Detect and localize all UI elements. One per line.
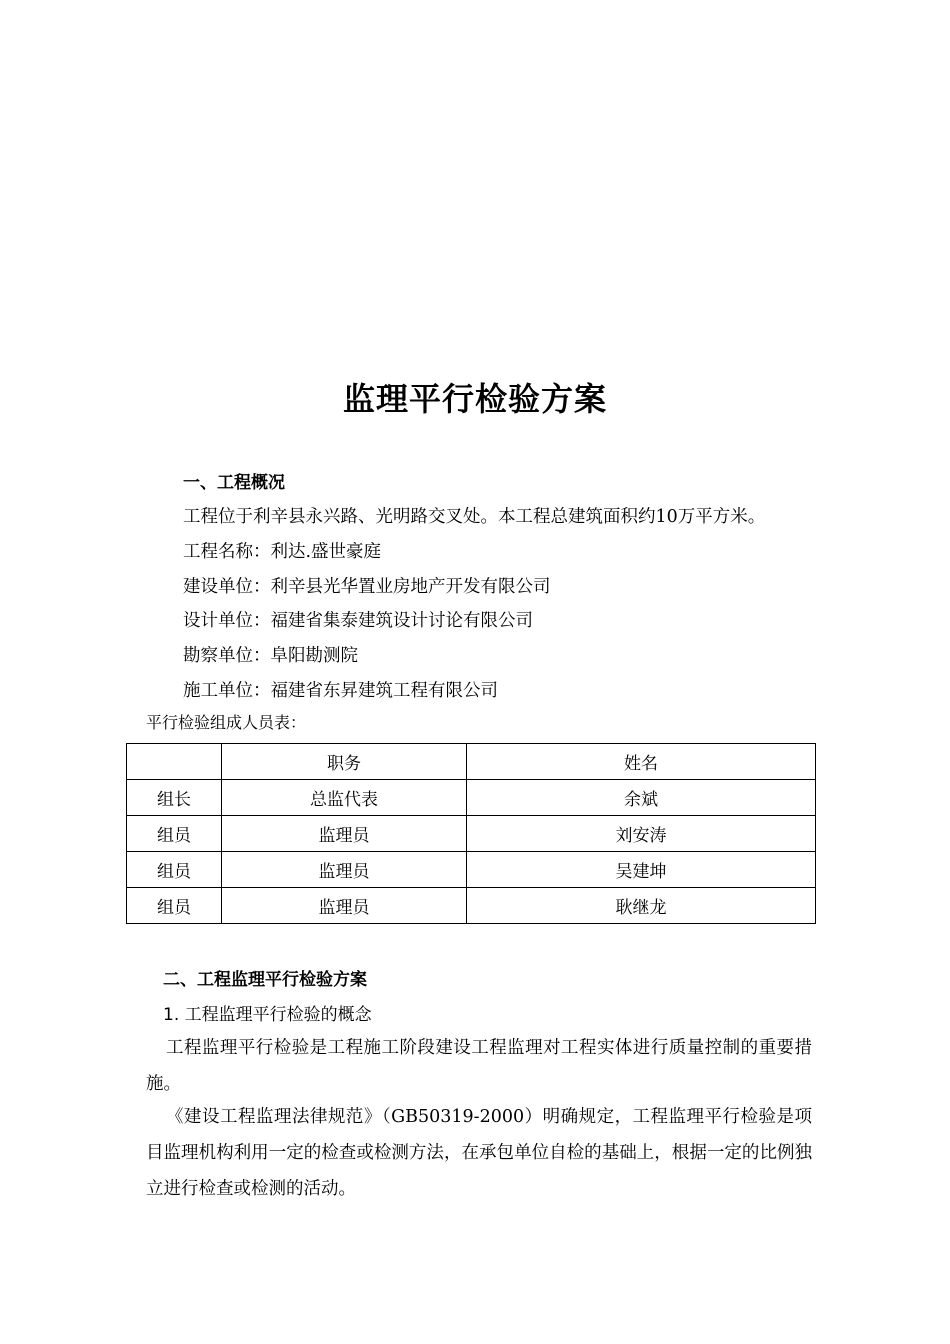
table-cell: 组员 xyxy=(127,816,222,852)
survey-unit-line: 勘察单位：阜阳勘测院 xyxy=(183,646,358,666)
table-caption: 平行检验组成人员表： xyxy=(146,713,307,732)
table-header-cell: 姓名 xyxy=(467,744,816,780)
table-row xyxy=(127,780,816,816)
table-cell: 耿继龙 xyxy=(467,888,816,924)
table-row xyxy=(127,888,816,924)
body-paragraph: 《建设工程监理法律规范》（GB50319-2000）明确规定，工程监理平行检验是项目监理机构利用一定的检查或检测方法，在承包单位自检的基础上，根据一定的比例独立进行检查或检测的活动。 xyxy=(146,1107,812,1199)
table-cell: 监理员 xyxy=(222,816,467,852)
table-cell: 余斌 xyxy=(467,780,816,816)
table-cell: 总监代表 xyxy=(222,780,467,816)
design-unit-line: 设计单位：福建省集泰建筑设计讨论有限公司 xyxy=(183,611,533,631)
table-header-cell xyxy=(127,744,222,780)
owner-unit-line: 建设单位：利辛县光华置业房地产开发有限公司 xyxy=(183,577,551,597)
table-header-cell: 职务 xyxy=(222,744,467,780)
table-cell: 监理员 xyxy=(222,888,467,924)
table-cell: 刘安涛 xyxy=(467,816,816,852)
overview-line: 工程位于利辛县永兴路、光明路交叉处。本工程总建筑面积约10万平方米。 xyxy=(183,507,766,527)
document-title: 监理平行检验方案 xyxy=(342,380,607,418)
section2-heading: 二、工程监理平行检验方案 xyxy=(163,970,367,990)
table-cell: 组长 xyxy=(127,780,222,816)
table-row xyxy=(127,816,816,852)
section1-heading: 一、工程概况 xyxy=(183,473,285,493)
table-row xyxy=(127,852,816,888)
staff-table xyxy=(126,743,816,924)
construction-unit-line: 施工单位：福建省东昇建筑工程有限公司 xyxy=(183,681,498,701)
section2-subheading: 1. 工程监理平行检验的概念 xyxy=(163,1005,372,1025)
body-paragraph: 工程监理平行检验是工程施工阶段建设工程监理对工程实体进行质量控制的重要措施。 xyxy=(146,1038,812,1094)
project-name-line: 工程名称：利达.盛世豪庭 xyxy=(183,542,382,562)
table-header-row xyxy=(127,744,816,780)
table-cell: 吴建坤 xyxy=(467,852,816,888)
table-cell: 监理员 xyxy=(222,852,467,888)
table-cell: 组员 xyxy=(127,888,222,924)
table-cell: 组员 xyxy=(127,852,222,888)
